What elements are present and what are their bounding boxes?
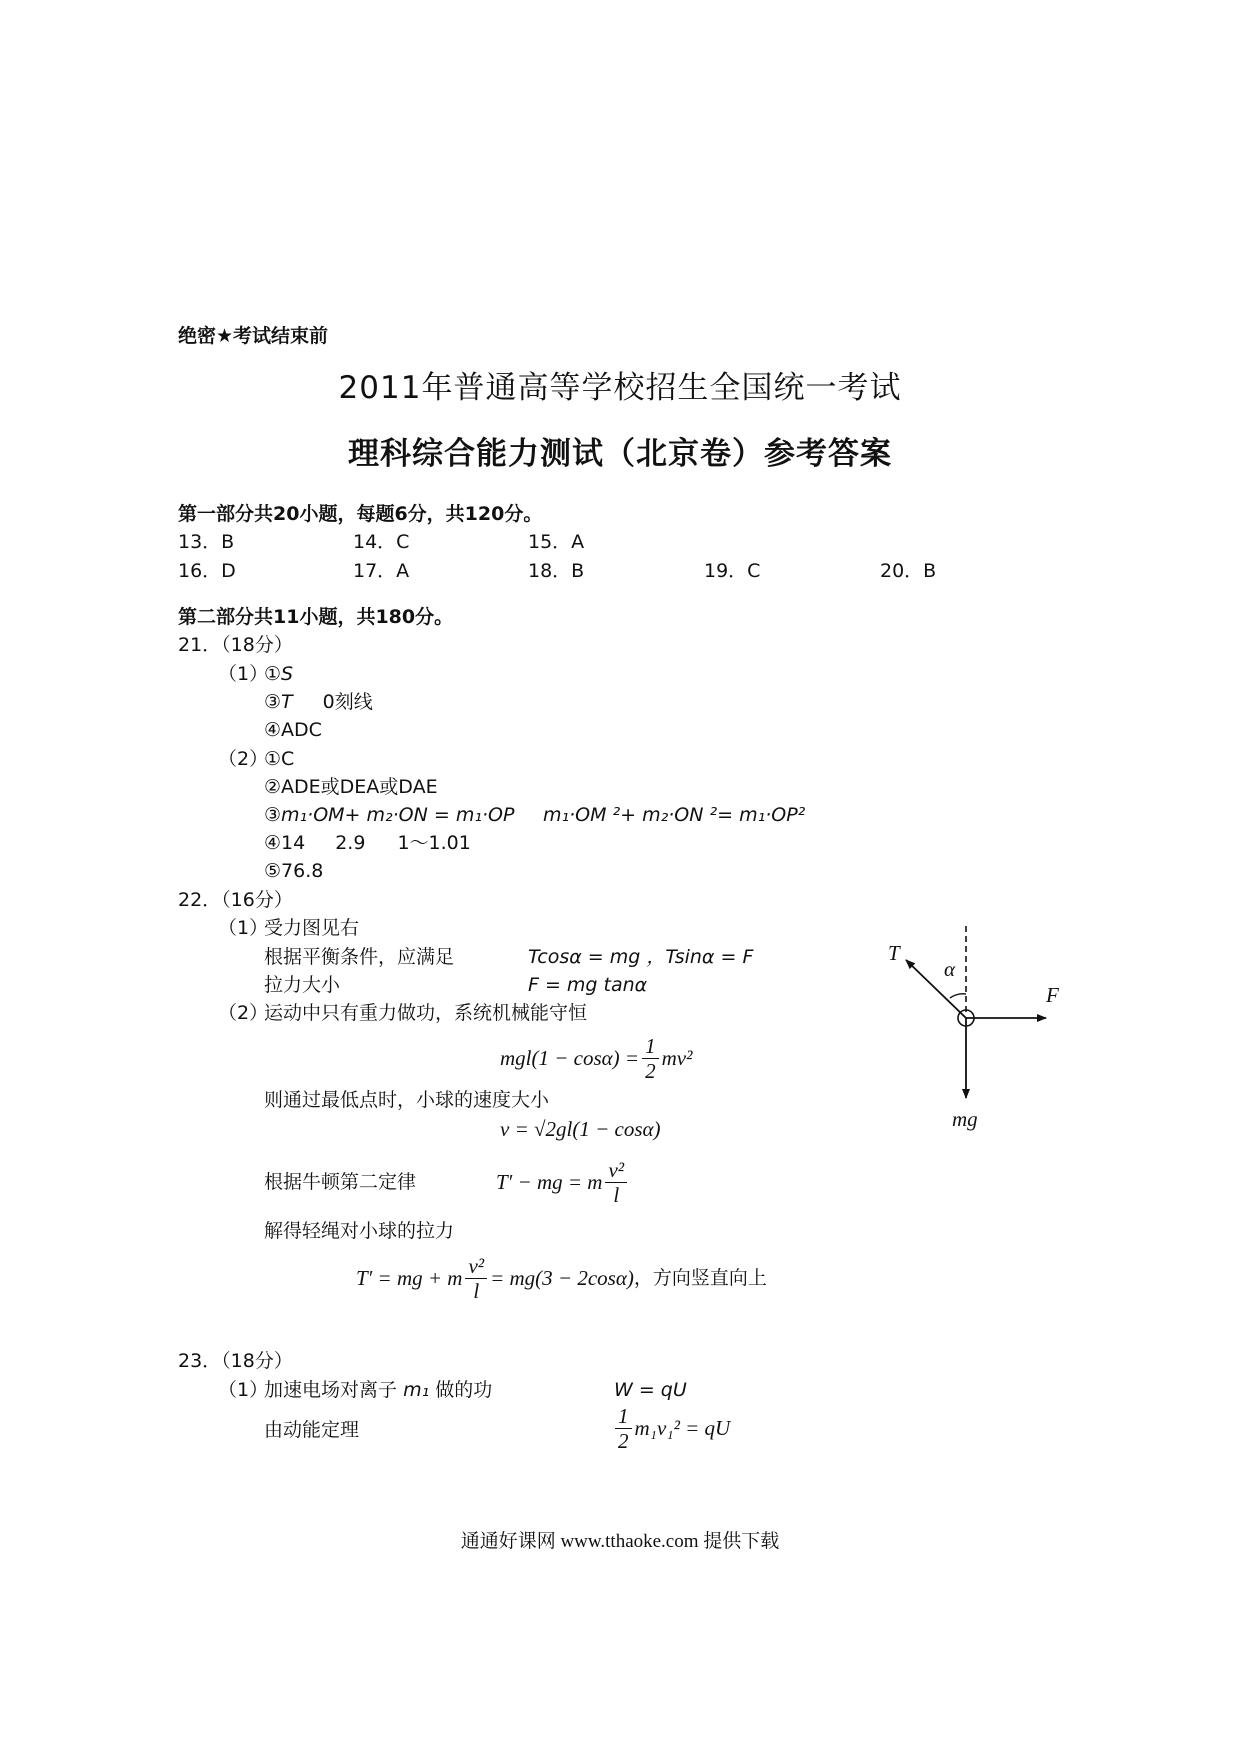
label-T: T	[888, 941, 900, 965]
q21-part2-label: （2）	[218, 748, 269, 770]
tension-arrow	[906, 960, 966, 1018]
q22-p1-text-2: 根据平衡条件，应满足	[264, 946, 455, 968]
q22-label: 22．（16分）	[178, 889, 293, 911]
q21-p2-answer-3: ③m₁·OM+ m₂·ON = m₁·OP	[264, 804, 515, 826]
q21-p2-answer-3-alt: m₁·OM ²+ m₂·ON ²= m₁·OP²	[543, 804, 806, 826]
label-mg: mg	[952, 1107, 978, 1131]
q23-work-eq: W = qU	[614, 1379, 687, 1401]
label-F: F	[1046, 983, 1059, 1007]
footer-source: 通通好课网 www.tthaoke.com 提供下载	[460, 1531, 780, 1552]
angle-arc	[950, 994, 966, 998]
answer-16: 16．D	[178, 560, 236, 582]
q22-velocity-eq: v = √2gl(1 − cosα)	[500, 1117, 661, 1141]
q23-kinetic-energy-eq: $\frac{1}{2}$ m₁v₁² = qU	[612, 1398, 730, 1458]
q21-p2-answer-2: ②ADE或DEA或DAE	[264, 776, 438, 798]
q21-p2-answer-4: ④14 2.9 1～1.01	[264, 832, 471, 854]
q21-p1-answer-4: ④ADC	[264, 719, 322, 741]
q22-p1-equilibrium-eq: Tcosα = mg ，Tsinα = F	[528, 946, 754, 968]
answer-18: 18．B	[528, 560, 585, 582]
exam-subtitle: 理科综合能力测试（北京卷）参考答案	[348, 436, 892, 472]
q21-label: 21．（18分）	[178, 634, 293, 656]
answer-20: 20．B	[880, 560, 937, 582]
q22-p1-text-1: 受力图见右	[264, 917, 360, 939]
answer-15: 15．A	[528, 531, 585, 553]
answer-17: 17．A	[353, 560, 410, 582]
q22-p2-text-2: 则通过最低点时，小球的速度大小	[264, 1089, 550, 1111]
q22-p1-force-eq: F = mg tanα	[528, 974, 648, 996]
force-diagram	[870, 918, 1080, 1138]
q21-part1-label: （1）	[218, 663, 269, 685]
q22-part1-label: （1）	[218, 917, 269, 939]
part2-heading: 第二部分共11小题，共180分。	[178, 606, 454, 628]
answer-14: 14．C	[353, 531, 410, 553]
secret-label: 绝密★考试结束前	[178, 325, 329, 347]
q21-p2-answer-5: ⑤76.8	[264, 860, 324, 882]
q21-p1-answer-3: ③T 0刻线	[264, 691, 373, 713]
q22-part2-label: （2）	[218, 1002, 269, 1024]
label-alpha: α	[944, 957, 956, 981]
q22-tension-eq: T′ = mg + m $\frac{\text{v²}}{l}$ = mg(3 − 2cosα) ，方向竖直向上	[356, 1253, 767, 1303]
q21-p2-answer-1: ①C	[264, 748, 295, 770]
q22-p1-text-3: 拉力大小	[264, 974, 341, 996]
q22-p2-text-3: 根据牛顿第二定律	[264, 1171, 417, 1193]
q23-p1-text-2: 由动能定理	[264, 1419, 360, 1441]
q23-part1-label: （1）	[218, 1379, 269, 1401]
answer-13: 13．B	[178, 531, 235, 553]
exam-title: 2011年普通高等学校招生全国统一考试	[338, 370, 902, 406]
q23-p1-text-1: 加速电场对离子 m₁ 做的功	[264, 1379, 493, 1401]
answer-19: 19．C	[704, 560, 761, 582]
part1-heading: 第一部分共20小题，每题6分，共120分。	[178, 503, 543, 525]
q21-p1-answer-1: ①S	[264, 663, 294, 685]
q22-energy-eq: mgl(1 − cosα) = $\frac{1}{2}$ mv²	[500, 1033, 693, 1083]
q22-p2-text-4: 解得轻绳对小球的拉力	[264, 1220, 455, 1242]
q23-label: 23．（18分）	[178, 1350, 293, 1372]
q22-p2-text-1: 运动中只有重力做功，系统机械能守恒	[264, 1002, 588, 1024]
q22-newton-eq: T′ − mg = m $\frac{\text{v²}}{l}$	[496, 1152, 630, 1212]
